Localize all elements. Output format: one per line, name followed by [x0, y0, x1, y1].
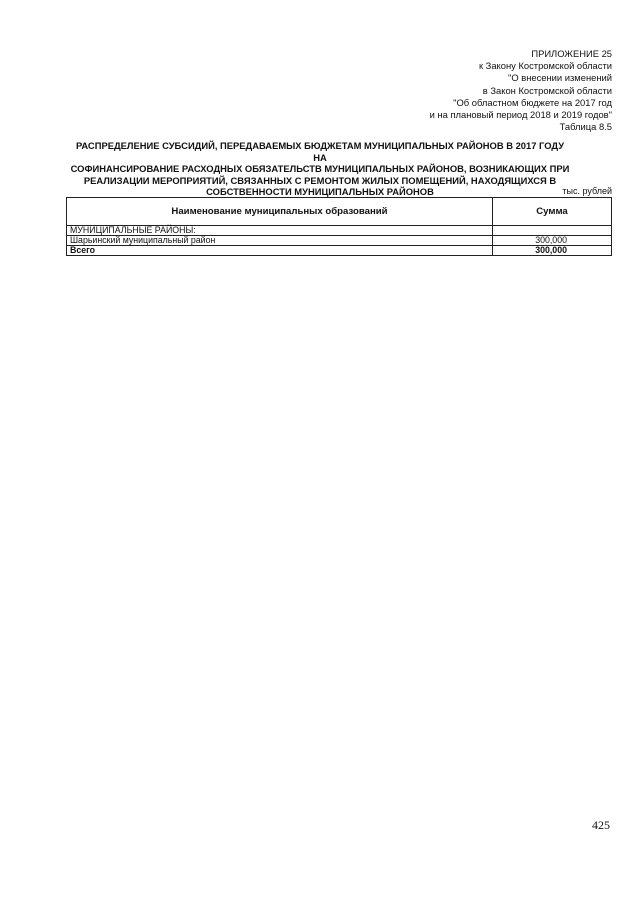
- row-sum: [493, 226, 612, 236]
- table-row: [67, 236, 612, 246]
- column-header-sum: Сумма: [493, 198, 612, 226]
- table-header-row: [67, 198, 612, 226]
- header-line: и на плановый период 2018 и 2019 годов": [429, 109, 612, 121]
- total-label: Всего: [67, 246, 493, 256]
- header-line: к Закону Костромской области: [478, 60, 612, 72]
- header-line: ПРИЛОЖЕНИЕ 25: [531, 48, 612, 59]
- document-title: [70, 140, 570, 198]
- row-name: Шарьинский муниципальный район: [67, 236, 493, 246]
- distribution-table: [66, 197, 612, 256]
- title-line: РЕАЛИЗАЦИИ МЕРОПРИЯТИЙ, СВЯЗАННЫХ С РЕМОНТОМ ЖИЛЫХ ПОМЕЩЕНИЙ, НАХОДЯЩИХСЯ В: [83, 174, 557, 186]
- header-line: в Закон Костромской области: [482, 84, 612, 96]
- header-line: "О внесении изменений: [508, 72, 612, 84]
- header-line: "Об областном бюджете на 2017 год: [453, 96, 612, 108]
- row-name: МУНИЦИПАЛЬНЫЕ РАЙОНЫ:: [67, 226, 493, 236]
- title-line: СОФИНАНСИРОВАНИЕ РАСХОДНЫХ ОБЯЗАТЕЛЬСТВ МУНИЦИПАЛЬНЫХ РАЙОНОВ, ВОЗНИКАЮЩИХ ПРИ: [70, 163, 570, 175]
- total-sum: 300,000: [493, 246, 612, 256]
- total-row: [67, 246, 612, 256]
- title-line: РАСПРЕДЕЛЕНИЕ СУБСИДИЙ, ПЕРЕДАВАЕМЫХ БЮДЖЕТАМ МУНИЦИПАЛЬНЫХ РАЙОНОВ В 2017 ГОДУ НА: [75, 140, 565, 163]
- page-number: 425: [592, 818, 610, 832]
- units-label: тыс. рублей: [562, 186, 612, 196]
- column-header-name: Наименование муниципальных образований: [67, 198, 493, 226]
- table-row: [67, 226, 612, 236]
- document-header: [430, 48, 612, 133]
- table-number: Таблица 8.5: [559, 121, 612, 133]
- row-sum: 300,000: [493, 236, 612, 246]
- title-line: СОБСТВЕННОСТИ МУНИЦИПАЛЬНЫХ РАЙОНОВ: [206, 186, 434, 198]
